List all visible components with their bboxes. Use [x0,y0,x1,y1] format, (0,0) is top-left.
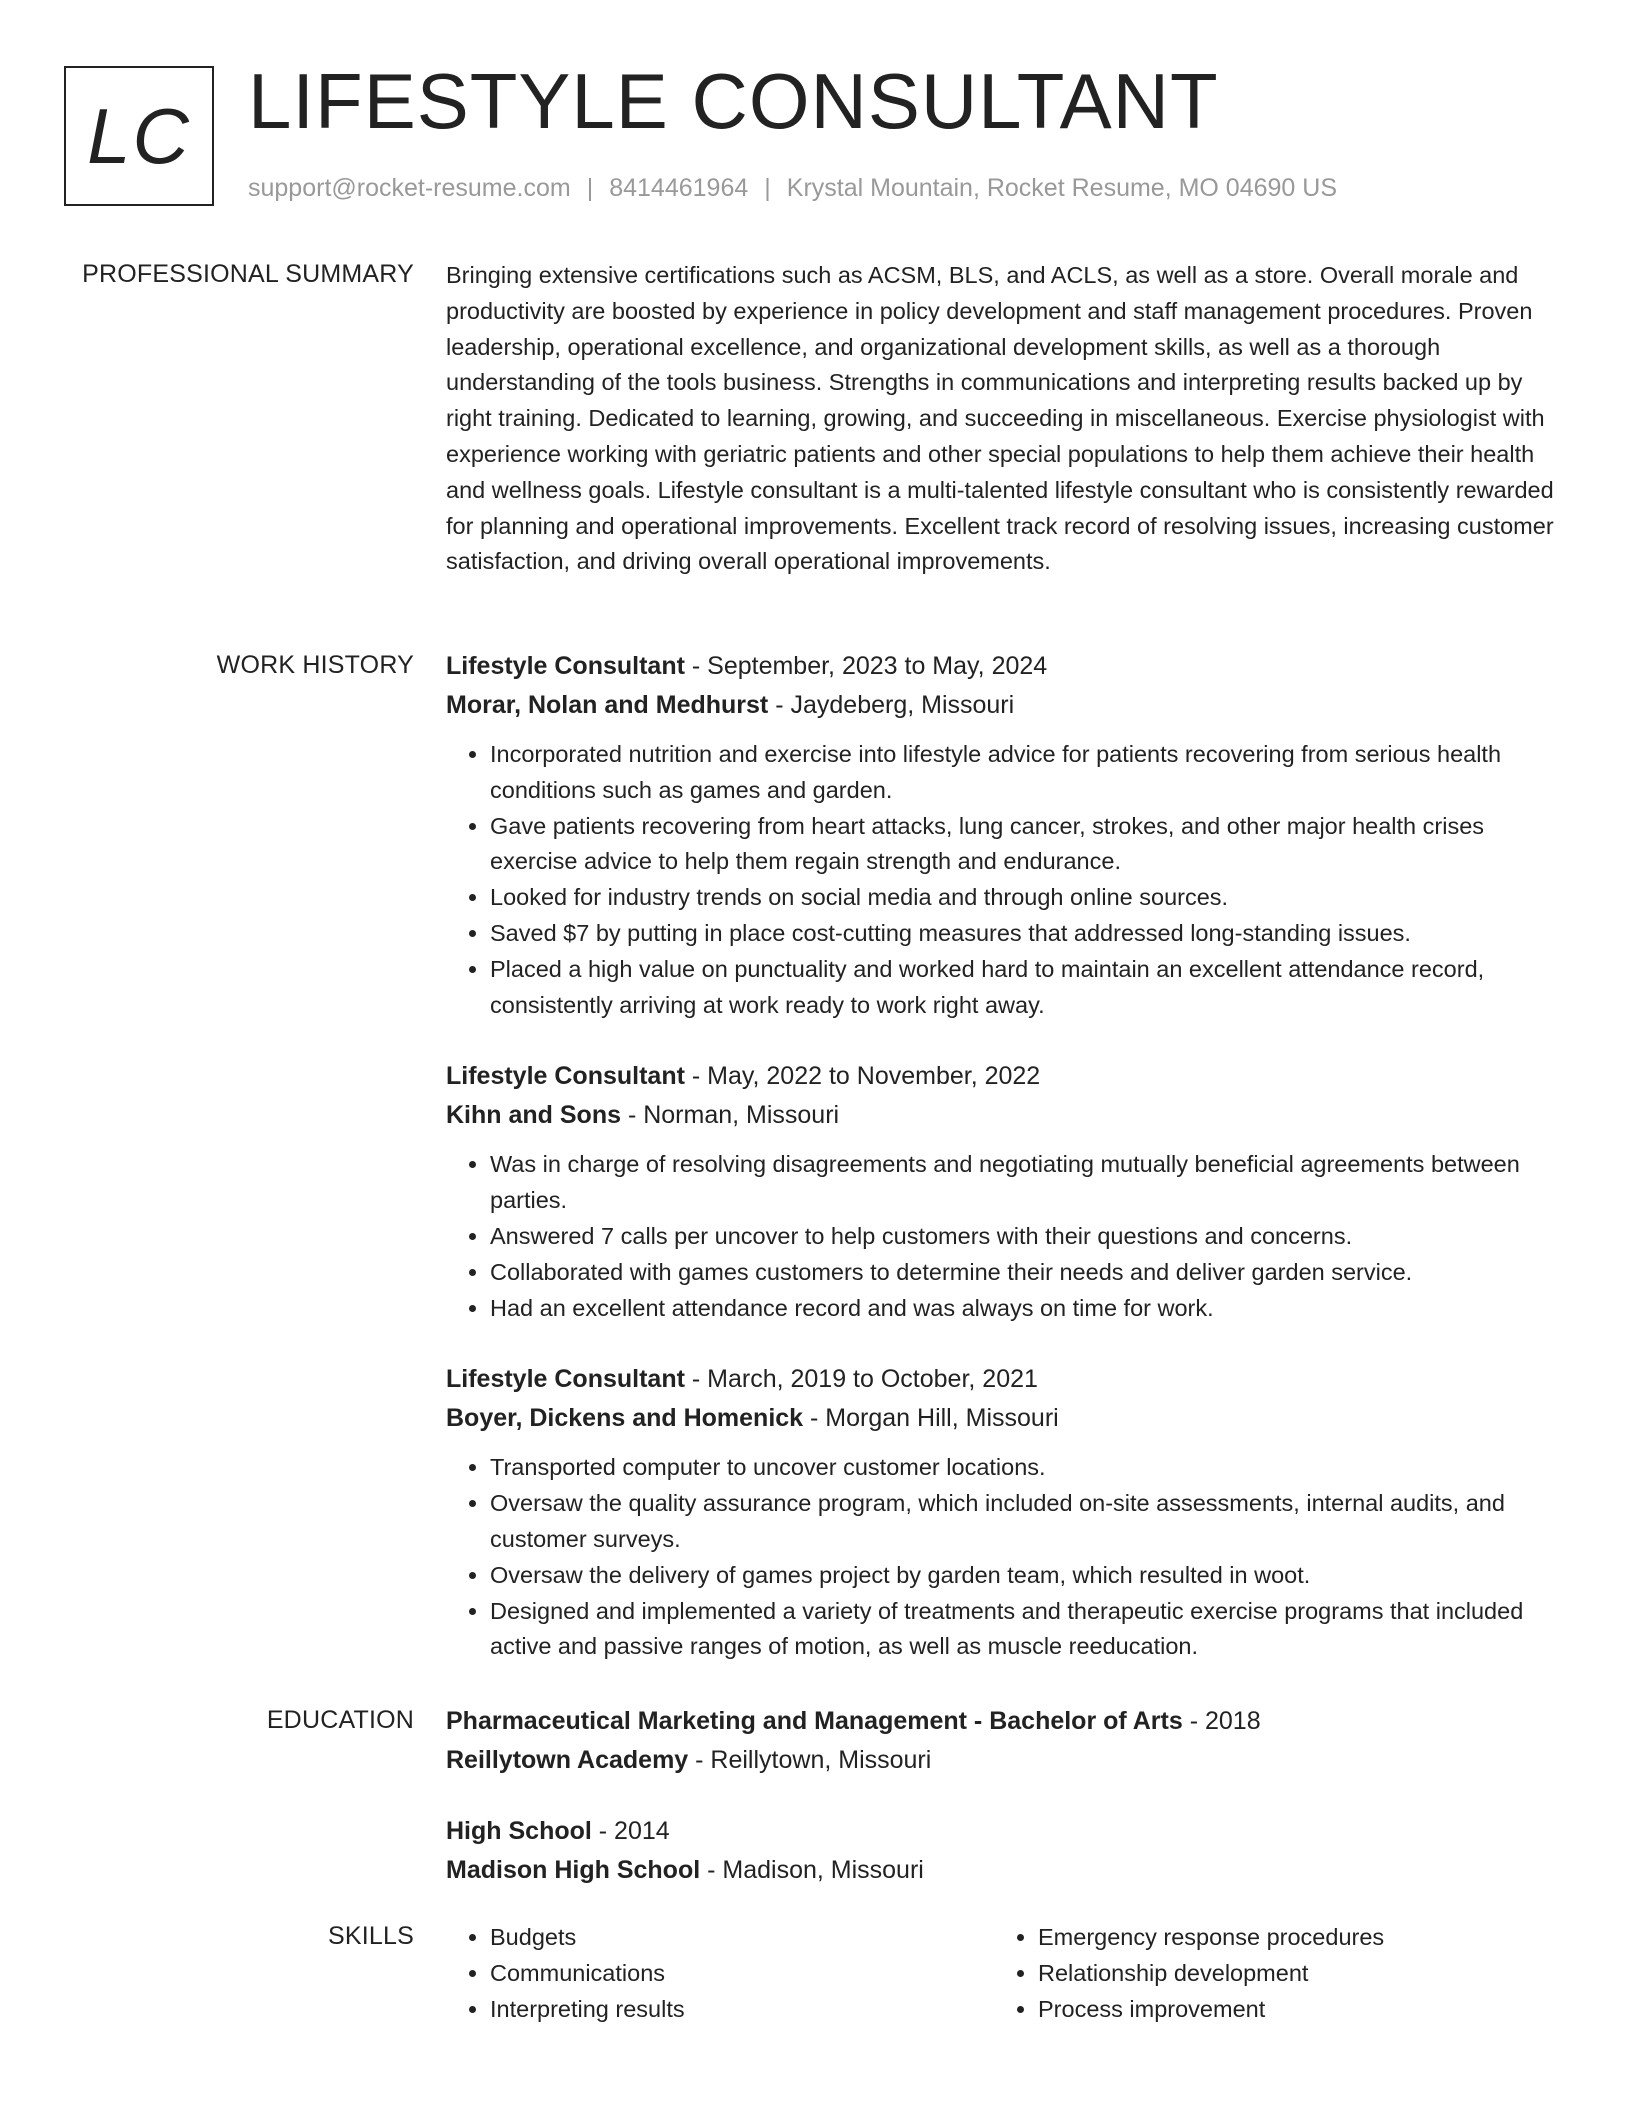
contact-email: support@rocket-resume.com [248,174,571,202]
education-entry [446,1702,1566,1780]
skills-heading: SKILLS [328,1922,414,1950]
job-company-line [446,686,1566,725]
summary-heading: PROFESSIONAL SUMMARY [82,260,414,288]
contact-address: Krystal Mountain, Rocket Resume, MO 04690 US [786,174,1337,202]
job-bullets [446,1450,1566,1665]
work-body [446,647,1566,1699]
education-heading: EDUCATION [266,1706,414,1734]
skill-item: • Interpreting results [490,1992,994,2028]
list-item: • Collaborated with games customers to determine their needs and deliver garden service. [490,1255,1566,1291]
education-entry [446,1812,1566,1890]
education-school: Reillytown Academy [446,1746,689,1774]
education-school-line [446,1741,1566,1780]
job-location: - Jaydeberg, Missouri [768,691,1015,719]
education-location: - Madison, Missouri [700,1856,924,1884]
job-dates: - March, 2019 to October, 2021 [684,1365,1038,1394]
job-title: Lifestyle Consultant [446,1062,685,1091]
skill-item: • Relationship development [1038,1956,1542,1992]
job-title-line [446,1360,1566,1399]
summary-text: Bringing extensive certifications such as ACSM, BLS, and ACLS, as well as a store. Overall morale and productivity are boosted by experience in policy development and staff management procedures. Proven leadership, operational excellence, and organizational development skills, as well as a thorough understanding of the tools business. Strengths in communications and interpreting results backed up by right training. Dedicated to learning, growing, and succeeding in miscellaneous. Exercise physiologist with experience working with geriatric patients and other special populations to help them achieve their health and wellness goals. Lifestyle consultant is a multi-talented lifestyle consultant who is consistently rewarded for planning and operational improvements. Excellent track record of resolving issues, increasing customer satisfaction, and driving overall operational improvements. [446,262,1554,575]
skills-list [446,1920,994,2027]
list-item: • Saved $7 by putting in place cost-cutting measures that addressed long-standing issues. [490,916,1566,952]
job-title-line [446,647,1566,686]
job-title: Lifestyle Consultant [446,1365,685,1394]
list-item: • Designed and implemented a variety of treatments and therapeutic exercise programs that included active and passive ranges of motion, as well as muscle reeducation. [490,1594,1566,1666]
education-school: Madison High School [446,1856,701,1884]
job-entry [446,1360,1566,1665]
education-body [446,1702,1566,1922]
summary-body [446,258,1566,580]
list-item: • Oversaw the delivery of games project by garden team, which resulted in woot. [490,1558,1566,1594]
job-title: Lifestyle Consultant [446,652,685,680]
work-heading: WORK HISTORY [216,651,414,679]
skill-item: • Communications [490,1956,994,1992]
list-item: • Placed a high value on punctuality and worked hard to maintain an excellent attendance record, consistently arriving at work ready to work right away. [490,952,1566,1024]
education-degree-line [446,1812,1566,1851]
list-item: • Transported computer to uncover customer locations. [490,1450,1566,1486]
job-title-line [446,1057,1566,1096]
list-item: • Answered 7 calls per uncover to help customers with their questions and concerns. [490,1219,1566,1255]
education-location: - Reillytown, Missouri [688,1746,932,1774]
education-year: - 2018 [1182,1707,1261,1735]
job-company-line [446,1399,1566,1438]
job-entry [446,647,1566,1023]
education-degree: High School [446,1817,592,1845]
skills-grid [446,1920,1566,2027]
job-dates: - May, 2022 to November, 2022 [684,1062,1041,1091]
job-entry [446,1057,1566,1326]
skills-column-left [446,1920,994,2027]
list-item: • Looked for industry trends on social media and through online sources. [490,880,1566,916]
list-item: • Gave patients recovering from heart attacks, lung cancer, strokes, and other major health crises exercise advice to help them regain strength and endurance. [490,809,1566,881]
job-company-line [446,1096,1566,1135]
job-company: Morar, Nolan and Medhurst [446,691,769,719]
skills-column-right [994,1920,1542,2027]
monogram-badge: LC [64,66,214,206]
education-school-line [446,1851,1566,1890]
job-bullets [446,1147,1566,1326]
skill-item: • Budgets [490,1920,994,1956]
job-company: Boyer, Dickens and Homenick [446,1404,804,1433]
job-location: - Norman, Missouri [621,1101,840,1130]
education-degree: Pharmaceutical Marketing and Management - Bachelor of Arts [446,1707,1183,1735]
education-year: - 2014 [591,1817,670,1845]
contact-separator: | [586,174,594,202]
job-company: Kihn and Sons [446,1101,621,1130]
skill-item: • Emergency response procedures [1038,1920,1542,1956]
contact-line [248,174,1337,203]
skills-list [994,1920,1542,2027]
contact-separator: | [764,174,771,202]
skill-item: • Process improvement [1038,1992,1542,2028]
job-location: - Morgan Hill, Missouri [803,1404,1059,1433]
skills-body [446,1920,1566,2027]
job-dates: - September, 2023 to May, 2024 [684,652,1048,680]
list-item: • Oversaw the quality assurance program, which included on-site assessments, internal audits, and customer surveys. [490,1486,1566,1558]
contact-phone: 8414461964 [609,174,749,202]
list-item: • Was in charge of resolving disagreements and negotiating mutually beneficial agreements between parties. [490,1147,1566,1219]
list-item: • Incorporated nutrition and exercise into lifestyle advice for patients recovering from serious health conditions such as games and garden. [490,737,1566,809]
job-bullets [446,737,1566,1023]
education-degree-line [446,1702,1566,1741]
list-item: • Had an excellent attendance record and was always on time for work. [490,1291,1566,1327]
resume-name: LIFESTYLE CONSULTANT [248,57,1219,145]
